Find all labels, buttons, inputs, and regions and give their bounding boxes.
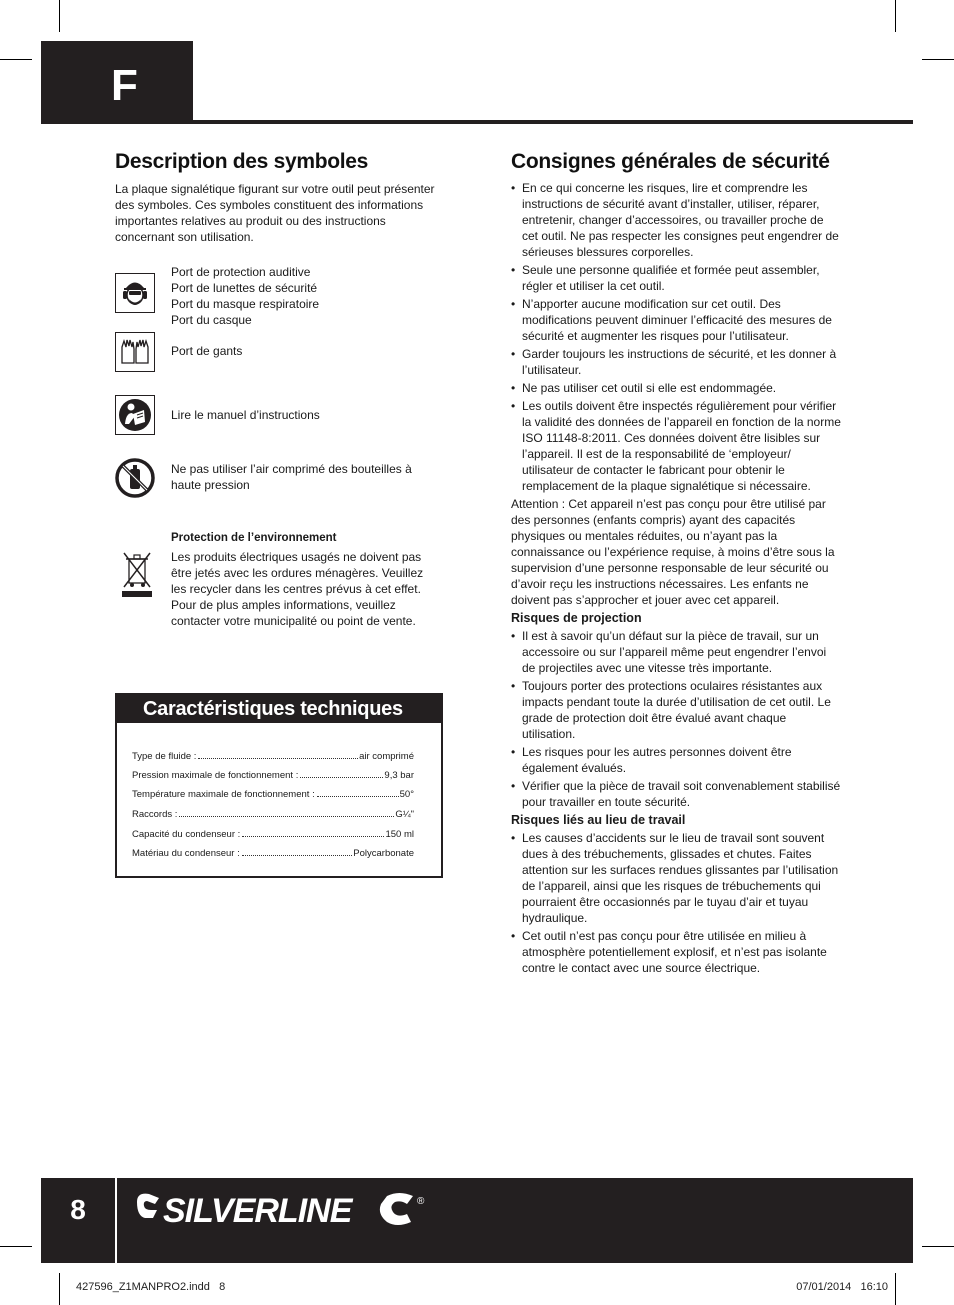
ppe-icon (115, 273, 155, 313)
spec-value: 150 ml (385, 829, 414, 840)
language-letter: F (111, 61, 138, 110)
list-item: • Seule une personne qualifiée et formée peut assembler, régler et utiliser la cet outil. (511, 262, 841, 294)
list-item: • Les risques pour les autres personnes doivent être également évalués. (511, 744, 841, 776)
spec-row (132, 770, 414, 781)
crop-mark (0, 1246, 32, 1247)
specs-box (115, 693, 443, 878)
manual-icon (115, 395, 155, 435)
symbol-line: Port de gants (171, 344, 243, 358)
brand-text: SILVERLINE (163, 1192, 352, 1230)
spec-label: Type de fluide : (132, 751, 197, 762)
projection-title: Risques de projection (511, 611, 642, 625)
spec-value: Polycarbonate (353, 848, 414, 859)
silverline-logo (135, 1188, 435, 1232)
list-item: • Cet outil n’est pas conçu pour être utilisée en milieu à atmosphère potentiellement explosif, et n’est pas isolante contre le contact avec une source électrique. (511, 928, 841, 976)
spec-label: Raccords : (132, 809, 178, 820)
safety-bullets (511, 180, 841, 494)
no-bottle-icon (114, 457, 156, 499)
date-slug: 07/01/2014 16:10 (796, 1281, 888, 1293)
weee-bin-icon (120, 549, 154, 599)
safety-title: Consignes générales de sécurité (511, 150, 830, 173)
list-item: • Les outils doivent être inspectés régulièrement pour vérifier la validité des données de l’appareil en fonction de la norme ISO 11148-8:2011. Ces données doivent être lisibles sur l’appareil. Il est de la responsabilité de ‘employeur/ utilisateur de contacter le fabricant pour obtenir le remplacement de la plaque signalétique si nécessaire. (511, 398, 841, 494)
symbols-intro: La plaque signalétique figurant sur votre outil peut présenter des symboles. Ces symboles constituent des informations importantes relatives au produit ou des instructions concernant son utilisation. (115, 182, 435, 244)
env-title: Protection de l’environnement (171, 532, 337, 544)
symbol-line: Port de lunettes de sécurité (171, 281, 318, 295)
spec-label: Pression maximale de fonctionnement : (132, 770, 299, 781)
spec-row (132, 789, 414, 800)
symbol-text-manual (171, 407, 441, 423)
list-item: • En ce qui concerne les risques, lire et comprendre les instructions de sécurité avant d’installer, utiliser, réparer, entretenir, changer d’accessoires, ou travailler proche de cet outil. Ne pas respecter les consignes peut engendrer de sérieuses blessures corporelles. (511, 180, 841, 260)
list-item: • N’apporter aucune modification sur cet outil. Des modifications peuvent diminuer l’efficacité des mesures de sécurité et augmenter les risques pour l’utilisateur. (511, 296, 841, 344)
symbol-line: Port de protection auditive (171, 265, 311, 279)
symbol-line: Port du masque respiratoire (171, 297, 320, 311)
registered-mark: ® (417, 1196, 425, 1207)
list-item: • Vérifier que la pièce de travail soit convenablement stabilisé pour travailler en toute sécurité. (511, 778, 841, 810)
spec-value: G¼" (395, 809, 414, 820)
crop-mark (0, 59, 32, 60)
gloves-icon (115, 332, 155, 372)
list-item: • Il est à savoir qu’un défaut sur la pièce de travail, sur un accessoire ou sur l’appareil même peut engendrer l’envoi de projectiles avec une vitesse très importante. (511, 628, 841, 676)
spec-value: 9,3 bar (384, 770, 414, 781)
list-item: • Les causes d’accidents sur le lieu de travail sont souvent dues à des trébuchements, glissades et chutes. Faites attention sur les surfaces rendues glissantes par l’utilisation de l’appareil, ainsi que les risques de trébuchements qui pourraient être occasionnés par le tuyau d’air et tuyau hydraulique. (511, 830, 841, 926)
workplace-title: Risques liés au lieu de travail (511, 813, 686, 827)
spec-label: Capacité du condenseur : (132, 829, 241, 840)
file-slug: 427596_Z1MANPRO2.indd 8 (76, 1281, 226, 1293)
spec-value: air comprimé (359, 751, 414, 762)
safety-body (511, 180, 841, 978)
projection-bullets (511, 628, 841, 810)
symbol-line: Port du casque (171, 313, 252, 327)
crop-mark (922, 59, 954, 60)
spec-row (132, 809, 414, 820)
spec-label: Température maximale de fonctionnement : (132, 789, 315, 800)
list-item: • Toujours porter des protections oculaires résistantes aux impacts pendant toute la durée d’utilisation de cet outil. Le grade de protection doit être évalué avant chaque utilisation. (511, 678, 841, 742)
crop-mark (59, 0, 60, 32)
spec-label: Matériau du condenseur : (132, 848, 240, 859)
footer-bar (41, 1178, 913, 1263)
env-text: Les produits électriques usagés ne doivent pas être jetés avec les ordures ménagères. Veuillez les recycler dans les centres prévus à cet effet. Pour de plus amples informations, veuillez contacter votre municipalité ou point de vente. (171, 550, 424, 628)
page-number: 8 (70, 1194, 86, 1225)
list-item: • Garder toujours les instructions de sécurité, et les donner à l’utilisateur. (511, 346, 841, 378)
header-rule (41, 120, 913, 124)
symbol-text-ppe (171, 264, 441, 328)
workplace-bullets (511, 830, 841, 976)
footer-divider (115, 1178, 117, 1263)
symbol-text-bottle: Ne pas utiliser l’air comprimé des bouteilles à haute pression (171, 462, 412, 492)
spec-row (132, 751, 414, 762)
symbol-line: Lire le manuel d’instructions (171, 408, 320, 422)
spec-row (132, 829, 414, 840)
crop-mark (59, 1273, 60, 1305)
crop-mark (895, 1273, 896, 1305)
symbols-title: Description des symboles (115, 150, 369, 173)
language-tab (41, 41, 193, 123)
crop-mark (895, 0, 896, 32)
spec-row (132, 848, 414, 859)
symbol-text-gloves (171, 343, 441, 359)
attention-note: Attention : Cet appareil n’est pas conçu pour être utilisé par des personnes (enfants compris) ayant des capacités physiques ou mentales réduites, ou n’ayant pas la connaissance ou l’expérience requise, à moins d’être sous la supervision d’une personne responsable de leur sécurité ou d’avoir reçu les instructions nécessaires. Les enfants ne doivent pas s’approcher et jouer avec cet appareil. (511, 497, 835, 607)
list-item: • Ne pas utiliser cet outil si elle est endommagée. (511, 380, 841, 396)
crop-mark (922, 1246, 954, 1247)
specs-title: Caractéristiques techniques (117, 695, 441, 723)
spec-value: 50° (399, 789, 414, 800)
